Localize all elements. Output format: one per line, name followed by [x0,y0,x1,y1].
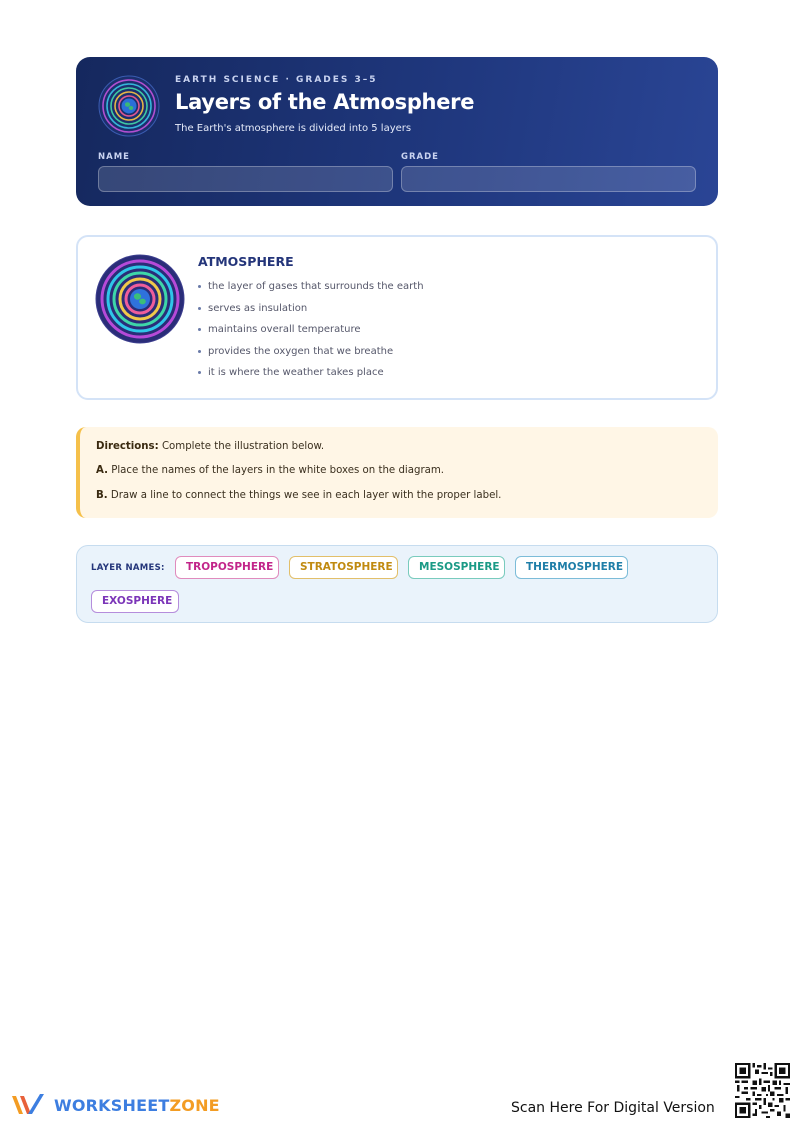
list-item: maintains overall temperature [198,323,424,345]
list-item: it is where the weather takes place [198,366,424,388]
direction-b [96,490,501,501]
page-title: Layers of the Atmosphere [175,90,475,114]
chip-stratosphere[interactable]: STRATOSPHERE [289,556,398,579]
direction-b-text: Draw a line to connect the things we see in each layer with the proper label. [110,490,502,501]
grade-label: GRADE [401,152,439,162]
chip-thermosphere[interactable]: THERMOSPHERE [515,556,628,579]
directions-label: Directions: [96,441,159,452]
page-subtitle: The Earth's atmosphere is divided into 5 layers [175,123,412,134]
directions-box [76,427,718,518]
list-item: serves as insulation [198,302,424,324]
chip-mesosphere[interactable]: MESOSPHERE [408,556,505,579]
scan-instruction: Scan Here For Digital Version [511,1100,715,1116]
header-banner [76,57,718,206]
brand-mark-icon [10,1092,48,1118]
name-field[interactable] [98,166,393,192]
direction-a-label: A. [96,465,108,476]
layer-names-box [76,545,718,623]
name-label: NAME [98,152,130,162]
atmosphere-definition-card [76,235,718,400]
direction-a-text: Place the names of the layers in the white boxes on the diagram. [111,465,445,476]
direction-a [96,465,444,476]
direction-b-label: B. [96,490,108,501]
list-item: the layer of gases that surrounds the earth [198,280,424,302]
chip-troposphere[interactable]: TROPOSPHERE [175,556,279,579]
directions-lead [96,441,324,452]
grade-field[interactable] [401,166,696,192]
layer-names-label: LAYER NAMES: [91,563,165,573]
atmosphere-globe-icon [95,254,185,344]
atmosphere-rings-icon [98,75,160,137]
chip-exosphere[interactable]: EXOSPHERE [91,590,179,613]
definition-list [198,280,424,388]
directions-lead-text: Complete the illustration below. [161,441,325,452]
qr-code-icon[interactable] [735,1063,790,1118]
brand-name: WORKSHEETZONE [54,1096,220,1115]
subject-eyebrow: EARTH SCIENCE · GRADES 3–5 [175,75,378,85]
list-item: provides the oxygen that we breathe [198,345,424,367]
definition-title: ATMOSPHERE [198,254,294,269]
